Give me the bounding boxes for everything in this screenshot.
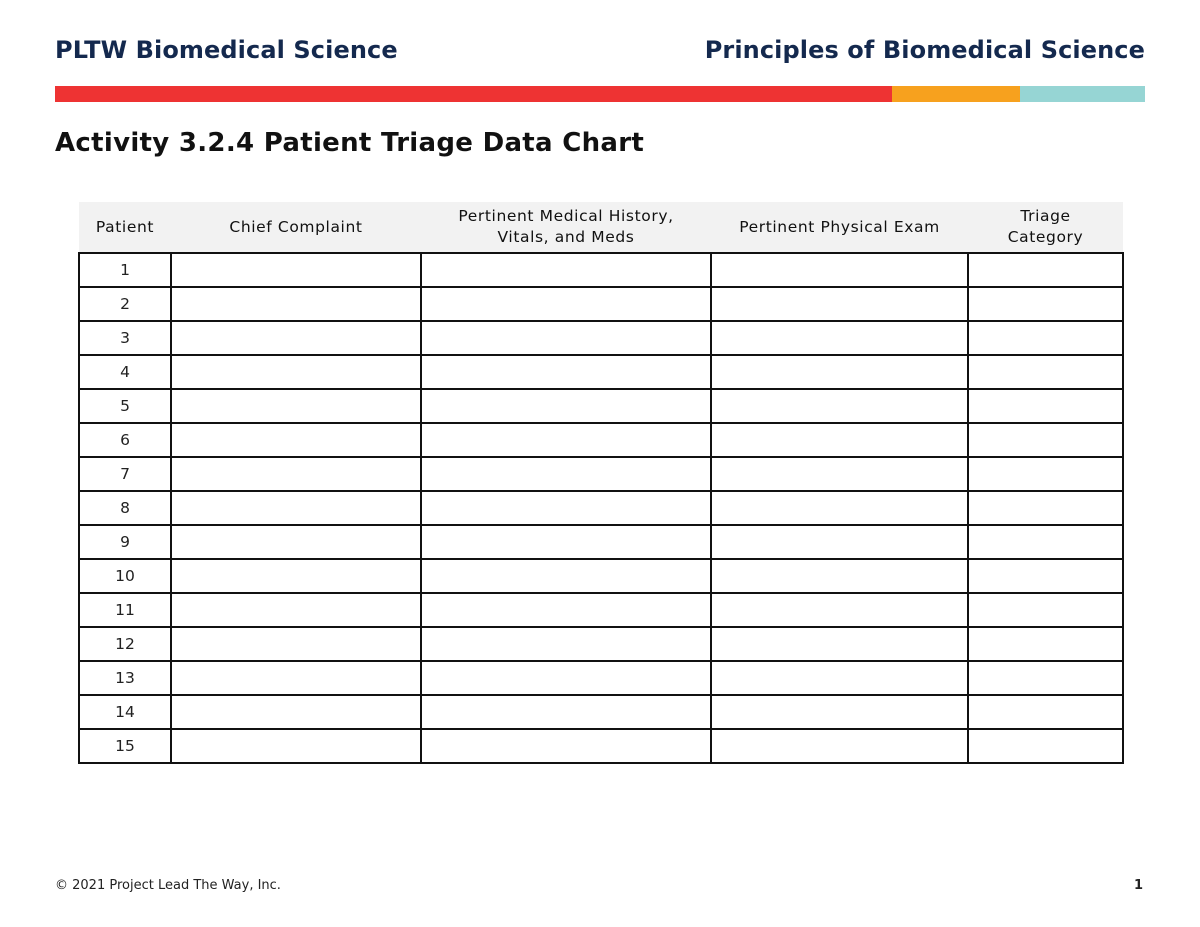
color-bar-segment: [55, 86, 892, 102]
physical-exam-cell[interactable]: [711, 729, 968, 763]
patient-number-cell: 14: [79, 695, 171, 729]
chief-complaint-cell[interactable]: [171, 389, 421, 423]
physical-exam-cell[interactable]: [711, 491, 968, 525]
triage-data-table: [78, 202, 1124, 764]
header-left-title: PLTW Biomedical Science: [55, 36, 398, 64]
physical-exam-cell[interactable]: [711, 559, 968, 593]
physical-exam-cell[interactable]: [711, 321, 968, 355]
table-row: [79, 355, 1123, 389]
footer-copyright: © 2021 Project Lead The Way, Inc.: [55, 878, 281, 893]
color-bar-segment: [1020, 86, 1145, 102]
table-row: [79, 491, 1123, 525]
physical-exam-cell[interactable]: [711, 525, 968, 559]
column-header-medical-history: [421, 202, 711, 253]
patient-number-cell: 12: [79, 627, 171, 661]
table-row: [79, 627, 1123, 661]
physical-exam-cell[interactable]: [711, 253, 968, 287]
medical-history-cell[interactable]: [421, 457, 711, 491]
chief-complaint-cell[interactable]: [171, 525, 421, 559]
triage-category-cell[interactable]: [968, 525, 1123, 559]
chief-complaint-cell[interactable]: [171, 593, 421, 627]
header-color-bar: [55, 86, 1145, 102]
patient-number-cell: 5: [79, 389, 171, 423]
chief-complaint-cell[interactable]: [171, 423, 421, 457]
triage-category-cell[interactable]: [968, 321, 1123, 355]
patient-number-cell: 10: [79, 559, 171, 593]
medical-history-cell[interactable]: [421, 661, 711, 695]
table-row: [79, 695, 1123, 729]
header-line: Vitals, and Meds: [497, 228, 635, 246]
triage-table-container: [78, 202, 1122, 764]
medical-history-cell[interactable]: [421, 321, 711, 355]
medical-history-cell[interactable]: [421, 491, 711, 525]
patient-number-cell: 9: [79, 525, 171, 559]
header-line: Triage: [1020, 207, 1071, 225]
physical-exam-cell[interactable]: [711, 661, 968, 695]
table-row: [79, 423, 1123, 457]
table-row: [79, 287, 1123, 321]
chief-complaint-cell[interactable]: [171, 661, 421, 695]
table-row: [79, 457, 1123, 491]
chief-complaint-cell[interactable]: [171, 695, 421, 729]
chief-complaint-cell[interactable]: [171, 627, 421, 661]
table-row: [79, 661, 1123, 695]
physical-exam-cell[interactable]: [711, 627, 968, 661]
triage-category-cell[interactable]: [968, 559, 1123, 593]
table-row: [79, 253, 1123, 287]
patient-number-cell: 1: [79, 253, 171, 287]
table-row: [79, 321, 1123, 355]
column-header-triage-category: [968, 202, 1123, 253]
physical-exam-cell[interactable]: [711, 593, 968, 627]
medical-history-cell[interactable]: [421, 695, 711, 729]
chief-complaint-cell[interactable]: [171, 457, 421, 491]
color-bar-segment: [892, 86, 1020, 102]
chief-complaint-cell[interactable]: [171, 287, 421, 321]
footer-page-number: 1: [1133, 878, 1143, 893]
triage-category-cell[interactable]: [968, 661, 1123, 695]
chief-complaint-cell[interactable]: [171, 559, 421, 593]
table-row: [79, 729, 1123, 763]
patient-number-cell: 6: [79, 423, 171, 457]
header-line: Category: [1007, 228, 1084, 246]
column-header-physical-exam: Pertinent Physical Exam: [711, 202, 968, 253]
column-header-chief-complaint: Chief Complaint: [171, 202, 421, 253]
chief-complaint-cell[interactable]: [171, 321, 421, 355]
medical-history-cell[interactable]: [421, 729, 711, 763]
medical-history-cell[interactable]: [421, 627, 711, 661]
chief-complaint-cell[interactable]: [171, 491, 421, 525]
medical-history-cell[interactable]: [421, 287, 711, 321]
triage-category-cell[interactable]: [968, 695, 1123, 729]
physical-exam-cell[interactable]: [711, 423, 968, 457]
chief-complaint-cell[interactable]: [171, 355, 421, 389]
table-row: [79, 525, 1123, 559]
triage-category-cell[interactable]: [968, 423, 1123, 457]
chief-complaint-cell[interactable]: [171, 253, 421, 287]
header-line: Pertinent Medical History,: [458, 207, 674, 225]
triage-category-cell[interactable]: [968, 491, 1123, 525]
chief-complaint-cell[interactable]: [171, 729, 421, 763]
triage-category-cell[interactable]: [968, 729, 1123, 763]
triage-category-cell[interactable]: [968, 287, 1123, 321]
triage-category-cell[interactable]: [968, 389, 1123, 423]
physical-exam-cell[interactable]: [711, 355, 968, 389]
triage-category-cell[interactable]: [968, 355, 1123, 389]
header-right-title: Principles of Biomedical Science: [704, 36, 1145, 64]
table-row: [79, 559, 1123, 593]
triage-category-cell[interactable]: [968, 593, 1123, 627]
physical-exam-cell[interactable]: [711, 389, 968, 423]
table-row: [79, 389, 1123, 423]
patient-number-cell: 2: [79, 287, 171, 321]
medical-history-cell[interactable]: [421, 355, 711, 389]
physical-exam-cell[interactable]: [711, 457, 968, 491]
physical-exam-cell[interactable]: [711, 287, 968, 321]
table-row: [79, 593, 1123, 627]
triage-category-cell[interactable]: [968, 253, 1123, 287]
patient-number-cell: 7: [79, 457, 171, 491]
patient-number-cell: 4: [79, 355, 171, 389]
medical-history-cell[interactable]: [421, 423, 711, 457]
medical-history-cell[interactable]: [421, 253, 711, 287]
medical-history-cell[interactable]: [421, 525, 711, 559]
patient-number-cell: 11: [79, 593, 171, 627]
patient-number-cell: 15: [79, 729, 171, 763]
physical-exam-cell[interactable]: [711, 695, 968, 729]
medical-history-cell[interactable]: [421, 389, 711, 423]
medical-history-cell[interactable]: [421, 593, 711, 627]
column-header-patient: Patient: [79, 202, 171, 253]
patient-number-cell: 3: [79, 321, 171, 355]
triage-category-cell[interactable]: [968, 627, 1123, 661]
table-header-row: [79, 202, 1123, 253]
patient-number-cell: 13: [79, 661, 171, 695]
page-title: Activity 3.2.4 Patient Triage Data Chart: [55, 128, 645, 158]
triage-category-cell[interactable]: [968, 457, 1123, 491]
patient-number-cell: 8: [79, 491, 171, 525]
medical-history-cell[interactable]: [421, 559, 711, 593]
